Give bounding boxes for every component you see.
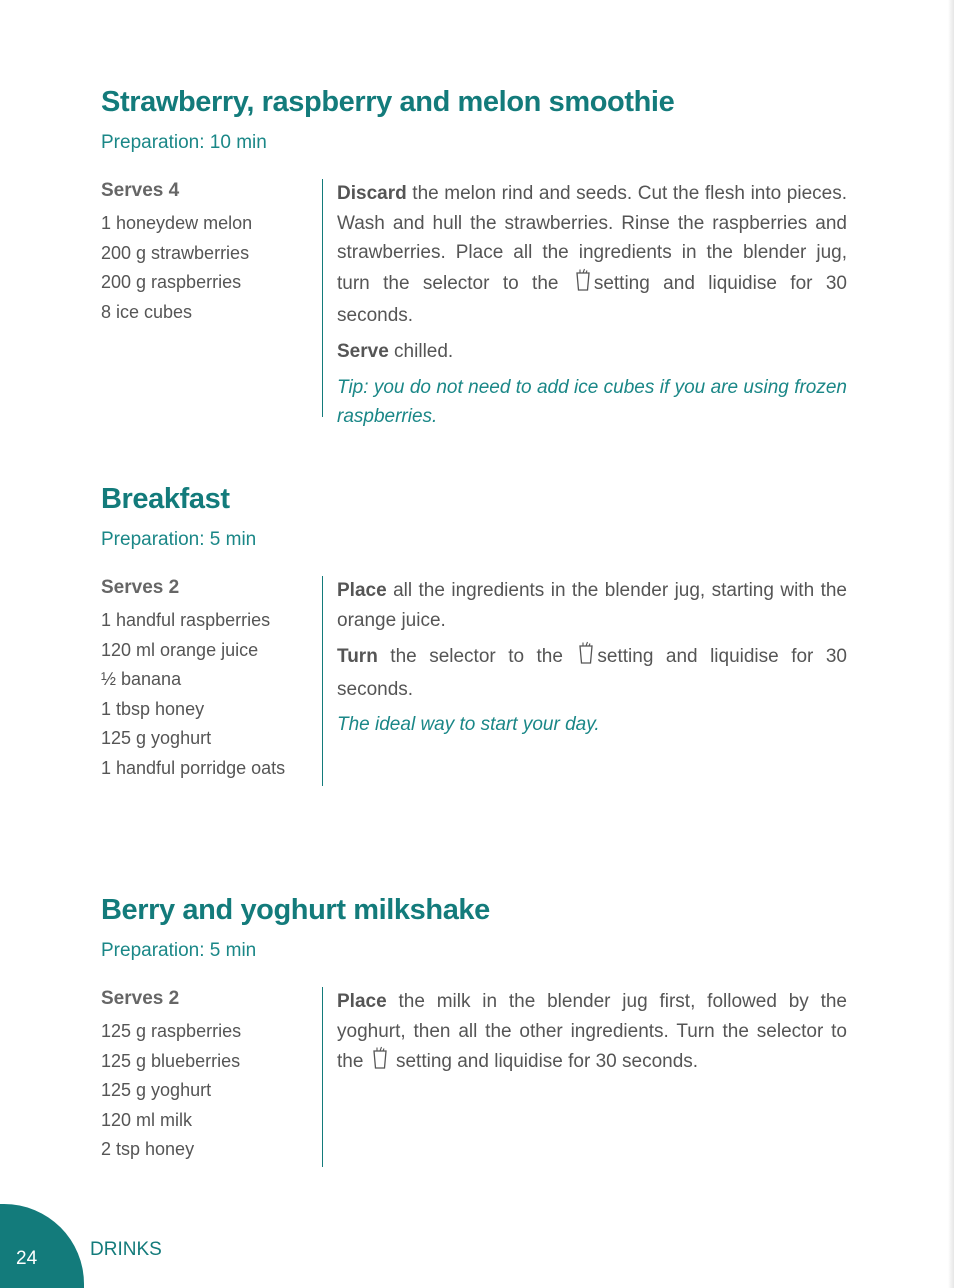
method-step (337, 576, 847, 635)
ingredient-item: 200 g raspberries (101, 272, 242, 293)
page-number-tab (0, 1204, 84, 1288)
serves-label: Serves 2 (101, 988, 180, 1009)
recipe-body (101, 987, 861, 1169)
recipe-title: Breakfast (101, 483, 230, 515)
step-text: setting and liquidise for 30 seconds. (390, 1051, 699, 1073)
preparation-time: Preparation: 5 min (101, 529, 257, 550)
blender-jug-icon (574, 268, 592, 302)
recipe-title: Berry and yoghurt milkshake (101, 894, 490, 926)
ingredient-item: 125 g yoghurt (101, 1080, 212, 1101)
recipe-strawberry-smoothie (101, 84, 861, 428)
ingredient-item: 1 honeydew melon (101, 213, 253, 233)
step-verb: Serve (337, 340, 389, 362)
ingredient-item: 1 handful porridge oats (101, 757, 286, 778)
serves-label: Serves 2 (101, 577, 180, 598)
method-column (337, 987, 847, 1086)
ingredient-item: 120 ml milk (101, 1109, 193, 1130)
ingredient-item: 125 g blueberries (101, 1050, 241, 1071)
column-divider (322, 576, 323, 786)
page-edge-shadow (948, 0, 954, 1288)
recipe-body (101, 576, 861, 788)
method-step (337, 987, 847, 1080)
step-text: the milk in the blender jug first, followed by the yoghurt, then all the other ingredients. Turn the selector to the (337, 991, 847, 1073)
step-verb: Discard (337, 183, 407, 204)
recipe-berry-milkshake (101, 892, 861, 1169)
section-label: DRINKS (90, 1239, 162, 1260)
ingredient-list (101, 1017, 311, 1165)
step-verb: Place (337, 991, 387, 1012)
preparation-time: Preparation: 5 min (101, 940, 257, 961)
method-column (337, 179, 847, 438)
ingredient-item: 200 g strawberries (101, 242, 250, 263)
ingredient-item: 125 g raspberries (101, 1021, 242, 1041)
ingredient-item: 120 ml orange juice (101, 639, 259, 660)
step-text: setting and liquidise for 30 seconds. (337, 646, 847, 700)
step-verb: Place (337, 580, 387, 601)
method-step (337, 337, 847, 367)
method-step (337, 179, 847, 331)
step-text: chilled. (388, 340, 454, 362)
page-number: 24 (16, 1248, 38, 1269)
column-divider (322, 179, 323, 417)
recipe-title: Strawberry, raspberry and melon smoothie (101, 86, 675, 118)
recipe-tip: The ideal way to start your day. (337, 714, 600, 736)
ingredient-item: 1 tbsp honey (101, 698, 205, 719)
preparation-time: Preparation: 10 min (101, 132, 267, 153)
serves-label: Serves 4 (101, 180, 180, 201)
step-text: setting and liquidise for 30 seconds. (337, 272, 847, 327)
ingredients-column (101, 987, 311, 1165)
ingredient-list (101, 209, 311, 327)
recipe-breakfast (101, 481, 861, 788)
column-divider (322, 987, 323, 1167)
ingredients-column (101, 179, 311, 327)
ingredient-item: ½ banana (101, 669, 182, 690)
step-text: the melon rind and seeds. Cut the flesh into pieces. Wash and hull the strawberries. Rinse the raspberries and strawberries. Place all the ingredients in the blender jug, turn the selector to the (337, 183, 847, 294)
blender-jug-icon (577, 641, 595, 675)
ingredient-item: 125 g yoghurt (101, 728, 212, 749)
step-verb: Turn (337, 646, 378, 668)
ingredients-column (101, 576, 311, 784)
recipe-body (101, 179, 861, 428)
blender-jug-icon (371, 1046, 389, 1080)
ingredient-item: 8 ice cubes (101, 301, 193, 322)
ingredient-item: 1 handful raspberries (101, 610, 271, 630)
step-text: the selector to the (377, 646, 576, 668)
ingredient-item: 2 tsp honey (101, 1139, 195, 1160)
method-step (337, 641, 847, 704)
method-column (337, 576, 847, 746)
step-text: all the ingredients in the blender jug, starting with the orange juice. (337, 580, 847, 631)
recipe-tip: Tip: you do not need to add ice cubes if you are using frozen raspberries. (337, 376, 847, 428)
ingredient-list (101, 606, 311, 784)
